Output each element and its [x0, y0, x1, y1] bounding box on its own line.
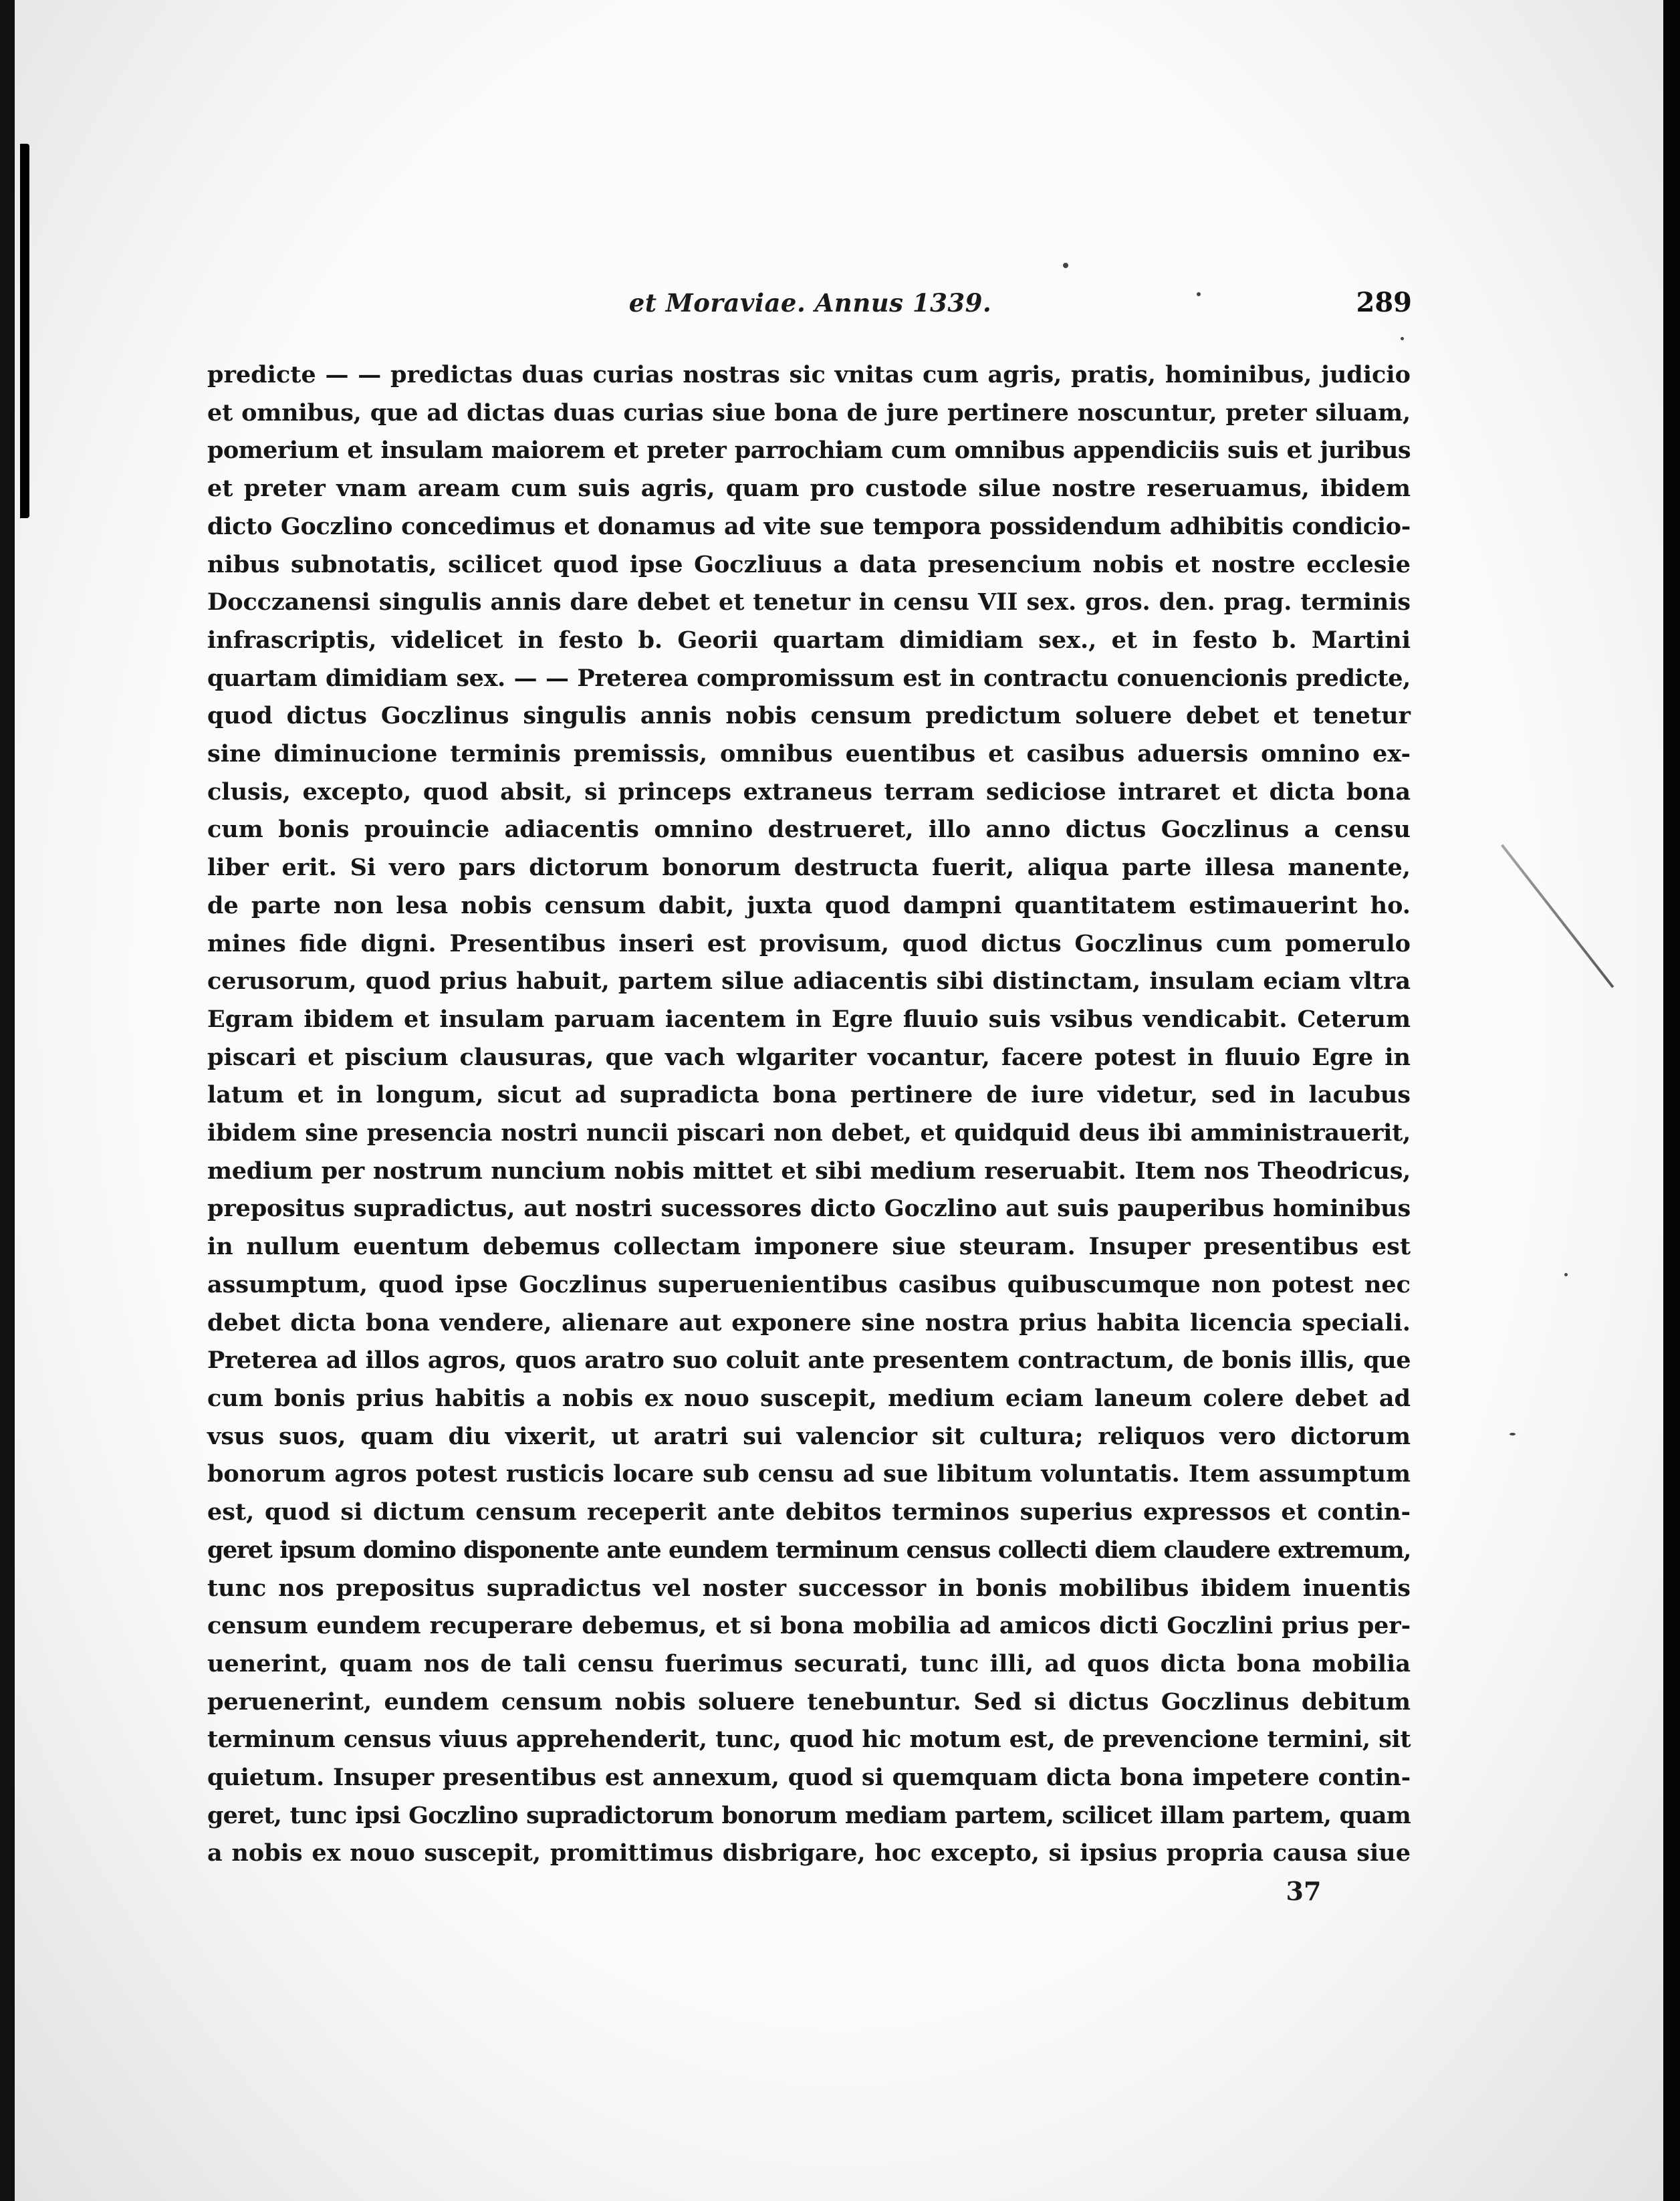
text-line: in nullum euentum debemus collectam imponere siue steuram. Insuper presentibus est	[207, 1233, 1411, 1261]
text-line: tunc nos prepositus supradictus vel noster successor in bonis mobilibus ibidem inuentis	[207, 1574, 1411, 1602]
text-line: clusis, excepto, quod absit, si princeps extraneus terram sediciose intraret et dicta bona	[207, 778, 1411, 806]
text-line: quod dictus Goczlinus singulis annis nobis censum predictum soluere debet et tenetur	[207, 702, 1411, 730]
text-line: bonorum agros potest rusticis locare sub censu ad sue libitum voluntatis. Item assumptum	[207, 1460, 1411, 1488]
text-line: geret ipsum domino disponente ante eundem terminum census collecti diem claudere extremum,	[207, 1536, 1411, 1564]
text-line: geret, tunc ipsi Goczlino supradictorum bonorum mediam partem, scilicet illam partem, quam	[207, 1801, 1411, 1829]
text-line: piscari et piscium clausuras, que vach wlgariter vocantur, facere potest in fluuio Egre in	[207, 1043, 1411, 1071]
text-line: sine diminucione terminis premissis, omnibus euentibus et casibus aduersis omnino ex-	[207, 740, 1411, 768]
text-line: assumptum, quod ipse Goczlinus superuenientibus casibus quibuscumque non potest nec	[207, 1270, 1411, 1298]
text-line: infrascriptis, videlicet in festo b. Georii quartam dimidiam sex., et in festo b. Martini	[207, 626, 1411, 654]
text-line: cum bonis prouincie adiacentis omnino destrueret, illo anno dictus Goczlinus a censu	[207, 816, 1411, 844]
text-line: censum eundem recuperare debemus, et si bona mobilia ad amicos dicti Goczlini prius per-	[207, 1612, 1411, 1640]
text-line: dicto Goczlino concedimus et donamus ad vite sue tempora possidendum adhibitis condicio-	[207, 512, 1411, 540]
text-line: liber erit. Si vero pars dictorum bonorum destructa fuerit, aliqua parte illesa manente,	[207, 854, 1411, 882]
text-line: Egram ibidem et insulam paruam iacentem in Egre fluuio suis vsibus vendicabit. Ceterum	[207, 1005, 1411, 1033]
text-line: quietum. Insuper presentibus est annexum, quod si quemquam dicta bona impetere contin-	[207, 1764, 1411, 1792]
binding-shadow	[20, 144, 29, 518]
page-number: 289	[1356, 287, 1412, 318]
text-line: cum bonis prius habitis a nobis ex nouo suscepit, medium eciam laneum colere debet ad	[207, 1384, 1411, 1412]
ink-speck	[1510, 1433, 1516, 1435]
text-line: pomerium et insulam maiorem et preter parrochiam cum omnibus appendiciis suis et juribus	[207, 437, 1411, 465]
text-line: Preterea ad illos agros, quos aratro suo coluit ante presentem contractum, de bonis illis, que	[207, 1347, 1411, 1375]
text-line: vsus suos, quam diu vixerit, ut aratri sui valencior sit cultura; reliquos vero dictorum	[207, 1422, 1411, 1450]
text-line: et preter vnam aream cum suis agris, quam pro custode silue nostre reseruamus, ibidem	[207, 475, 1411, 503]
ink-speck	[1401, 337, 1404, 340]
page-header	[209, 284, 1412, 331]
text-line: terminum census viuus apprehenderit, tunc, quod hic motum est, de prevencione termini, sit	[207, 1726, 1411, 1754]
text-line: uenerint, quam nos de tali censu fuerimus securati, tunc illi, ad quos dicta bona mobilia	[207, 1649, 1411, 1677]
text-line: debet dicta bona vendere, alienare aut exponere sine nostra prius habita licencia speciali.	[207, 1308, 1411, 1337]
text-line: predicte — — predictas duas curias nostras sic vnitas cum agris, pratis, hominibus, judicio	[207, 361, 1411, 388]
text-line: quartam dimidiam sex. — — Preterea compromissum est in contractu conuencionis predicte,	[207, 664, 1411, 692]
scan-right-edge	[1663, 0, 1680, 2201]
text-line: latum et in longum, sicut ad supradicta bona pertinere de iure videtur, sed in lacubus	[207, 1081, 1411, 1109]
body-text	[207, 356, 1411, 1873]
text-line: Docczanensi singulis annis dare debet et tenetur in censu VII sex. gros. den. prag. terminis	[207, 588, 1411, 616]
text-line: ibidem sine presencia nostri nuncii piscari non debet, et quidquid deus ibi amministrauerit,	[207, 1119, 1411, 1147]
text-line: cerusorum, quod prius habuit, partem silue adiacentis sibi distinctam, insulam eciam vltra	[207, 967, 1411, 996]
text-line: medium per nostrum nuncium nobis mittet et sibi medium reseruabit. Item nos Theodricus,	[207, 1157, 1411, 1185]
text-line: est, quod si dictum censum receperit ante debitos terminos superius expressos et contin-	[207, 1498, 1411, 1526]
ink-speck	[1564, 1273, 1568, 1276]
signature-mark: 37	[1286, 1876, 1322, 1906]
text-line: a nobis ex nouo suscepit, promittimus disbrigare, hoc excepto, si ipsius propria causa siue	[207, 1839, 1411, 1867]
text-line: de parte non lesa nobis censum dabit, juxta quod dampni quantitatem estimauerint ho.	[207, 891, 1411, 919]
text-line: peruenerint, eundem censum nobis soluere tenebuntur. Sed si dictus Goczlinus debitum	[207, 1688, 1411, 1716]
text-line: et omnibus, que ad dictas duas curias siue bona de jure pertinere noscuntur, preter siluam,	[207, 398, 1411, 427]
running-title: et Moraviae. Annus 1339.	[628, 288, 992, 318]
text-line: prepositus supradictus, aut nostri sucessores dicto Goczlino aut suis pauperibus hominibus	[207, 1195, 1411, 1223]
text-line: mines fide digni. Presentibus inseri est provisum, quod dictus Goczlinus cum pomerulo	[207, 929, 1411, 957]
text-line: nibus subnotatis, scilicet quod ipse Goczliuus a data presencium nobis et nostre ecclesie	[207, 550, 1411, 578]
scan-left-edge	[0, 0, 15, 2201]
ink-speck	[1063, 263, 1068, 268]
